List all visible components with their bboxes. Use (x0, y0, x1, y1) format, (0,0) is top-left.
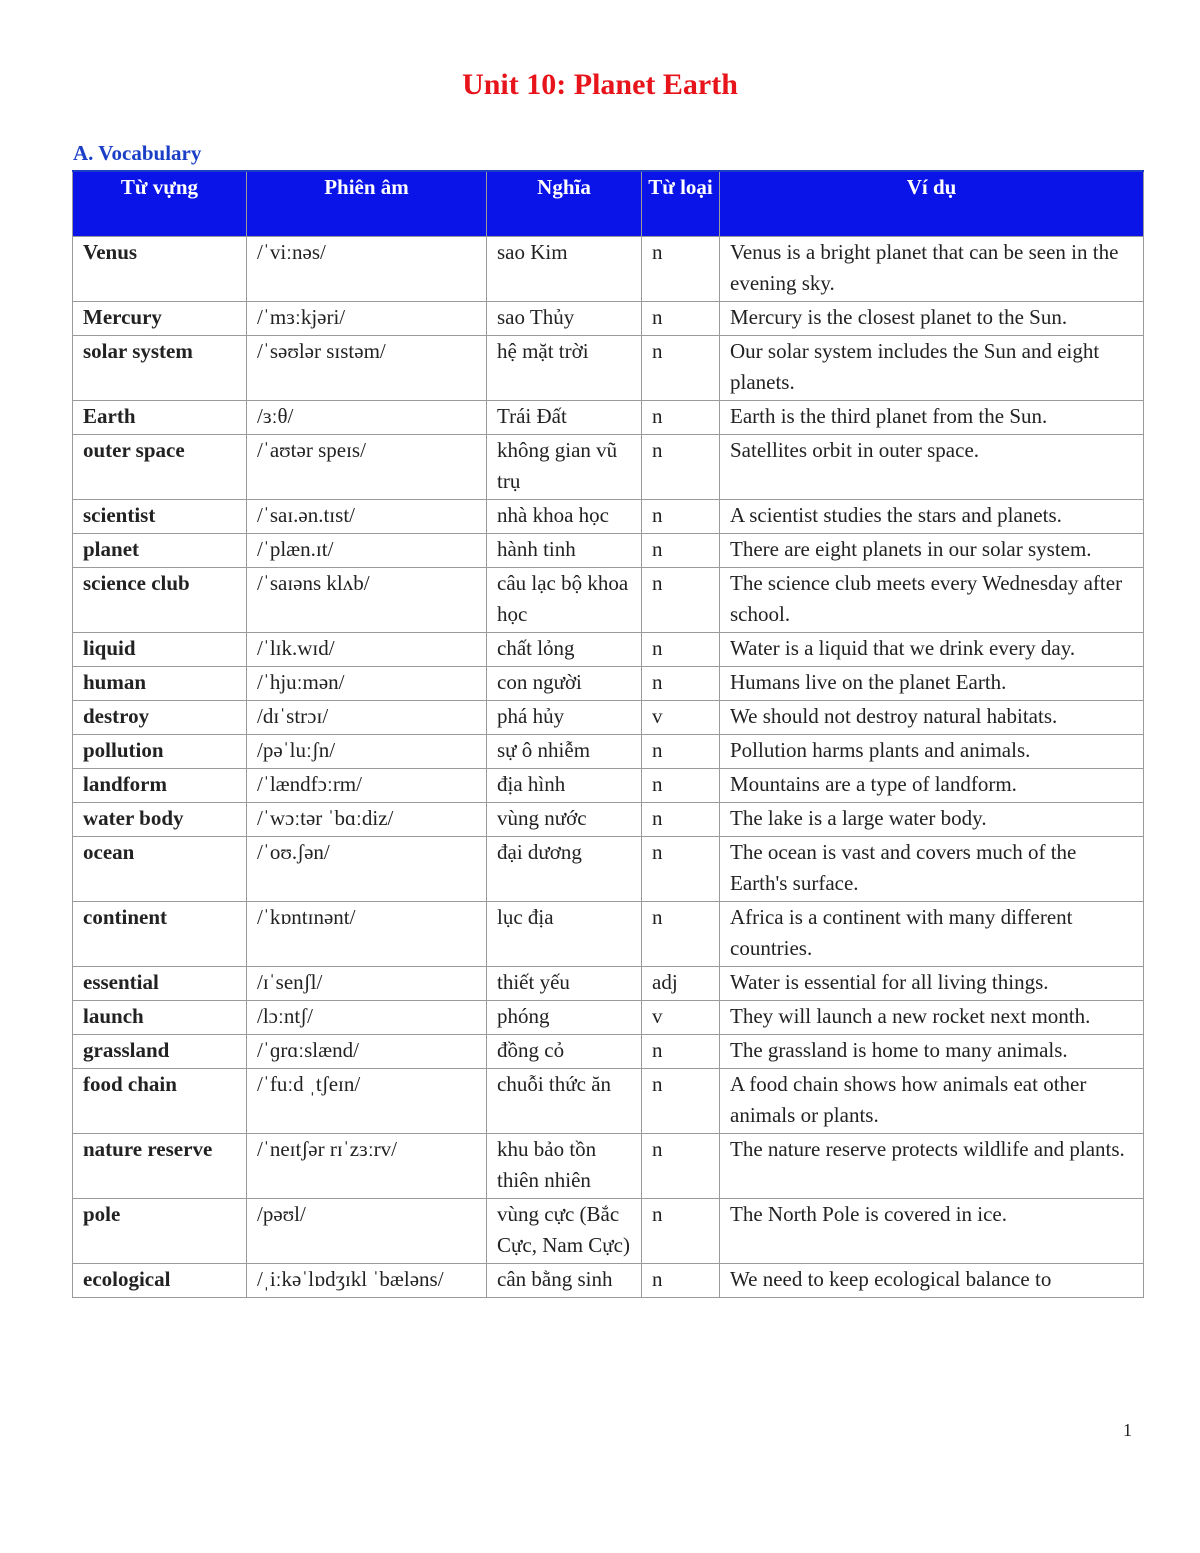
cell-word: nature reserve (73, 1134, 247, 1199)
table-row (73, 1035, 1144, 1069)
header-example: Ví dụ (720, 171, 1144, 237)
cell-meaning: sao Kim (487, 237, 642, 302)
cell-ipa: /ˈhjuːmən/ (247, 667, 487, 701)
cell-part-of-speech: adj (642, 967, 720, 1001)
cell-ipa: /ˈplæn.ɪt/ (247, 534, 487, 568)
cell-ipa: /ˈsəʊlər sɪstəm/ (247, 336, 487, 401)
cell-word: pollution (73, 735, 247, 769)
cell-part-of-speech: v (642, 701, 720, 735)
cell-meaning: vùng cực (Bắc Cực, Nam Cực) (487, 1199, 642, 1264)
cell-example: We need to keep ecological balance to (720, 1264, 1144, 1298)
cell-word: Mercury (73, 302, 247, 336)
table-row (73, 633, 1144, 667)
cell-example: Our solar system includes the Sun and eight planets. (720, 336, 1144, 401)
cell-word: pole (73, 1199, 247, 1264)
table-row (73, 302, 1144, 336)
cell-ipa: /ˌiːkəˈlɒdʒɪkl ˈbæləns/ (247, 1264, 487, 1298)
table-row (73, 902, 1144, 967)
cell-meaning: sao Thủy (487, 302, 642, 336)
cell-example: The ocean is vast and covers much of the Earth's surface. (720, 837, 1144, 902)
cell-word: Earth (73, 401, 247, 435)
cell-part-of-speech: n (642, 435, 720, 500)
cell-meaning: phóng (487, 1001, 642, 1035)
cell-example: The science club meets every Wednesday after school. (720, 568, 1144, 633)
table-header-row (73, 171, 1144, 237)
table-row (73, 701, 1144, 735)
cell-example: The North Pole is covered in ice. (720, 1199, 1144, 1264)
table-row (73, 967, 1144, 1001)
cell-part-of-speech: n (642, 667, 720, 701)
cell-part-of-speech: n (642, 902, 720, 967)
cell-part-of-speech: n (642, 401, 720, 435)
cell-part-of-speech: v (642, 1001, 720, 1035)
cell-word: landform (73, 769, 247, 803)
cell-example: Water is a liquid that we drink every day. (720, 633, 1144, 667)
table-row (73, 1001, 1144, 1035)
cell-example: A scientist studies the stars and planets. (720, 500, 1144, 534)
cell-word: water body (73, 803, 247, 837)
table-row (73, 401, 1144, 435)
cell-example: The lake is a large water body. (720, 803, 1144, 837)
cell-ipa: /ˈsaɪ.ən.tɪst/ (247, 500, 487, 534)
cell-example: Water is essential for all living things. (720, 967, 1144, 1001)
cell-meaning: cân bằng sinh (487, 1264, 642, 1298)
cell-meaning: lục địa (487, 902, 642, 967)
cell-ipa: /ˈoʊ.ʃən/ (247, 837, 487, 902)
cell-ipa: /ˈaʊtər speɪs/ (247, 435, 487, 500)
cell-example: We should not destroy natural habitats. (720, 701, 1144, 735)
cell-ipa: /ˈlɪk.wɪd/ (247, 633, 487, 667)
cell-part-of-speech: n (642, 1134, 720, 1199)
cell-part-of-speech: n (642, 1069, 720, 1134)
cell-word: outer space (73, 435, 247, 500)
cell-meaning: vùng nước (487, 803, 642, 837)
table-row (73, 336, 1144, 401)
cell-part-of-speech: n (642, 336, 720, 401)
table-row (73, 769, 1144, 803)
cell-example: There are eight planets in our solar system. (720, 534, 1144, 568)
page-title: Unit 10: Planet Earth (462, 68, 738, 101)
table-row (73, 803, 1144, 837)
section-heading: A. Vocabulary (73, 141, 202, 165)
table-row (73, 1199, 1144, 1264)
table-row (73, 237, 1144, 302)
cell-meaning: câu lạc bộ khoa học (487, 568, 642, 633)
header-meaning: Nghĩa (487, 171, 642, 237)
cell-word: ocean (73, 837, 247, 902)
cell-ipa: /ˈkɒntɪnənt/ (247, 902, 487, 967)
cell-meaning: sự ô nhiễm (487, 735, 642, 769)
cell-part-of-speech: n (642, 1264, 720, 1298)
cell-part-of-speech: n (642, 837, 720, 902)
cell-word: scientist (73, 500, 247, 534)
cell-ipa: /ɪˈsenʃl/ (247, 967, 487, 1001)
table-row (73, 1069, 1144, 1134)
cell-meaning: khu bảo tồn thiên nhiên (487, 1134, 642, 1199)
cell-part-of-speech: n (642, 534, 720, 568)
cell-part-of-speech: n (642, 735, 720, 769)
cell-meaning: chất lỏng (487, 633, 642, 667)
cell-example: Pollution harms plants and animals. (720, 735, 1144, 769)
cell-meaning: địa hình (487, 769, 642, 803)
cell-ipa: /ˈwɔːtər ˈbɑːdiz/ (247, 803, 487, 837)
cell-meaning: phá hủy (487, 701, 642, 735)
cell-word: Venus (73, 237, 247, 302)
table-row (73, 1134, 1144, 1199)
table-row (73, 568, 1144, 633)
cell-example: Venus is a bright planet that can be seen in the evening sky. (720, 237, 1144, 302)
cell-word: destroy (73, 701, 247, 735)
cell-ipa: /ˈsaɪəns klʌb/ (247, 568, 487, 633)
table-row (73, 1264, 1144, 1298)
cell-example: Africa is a continent with many different countries. (720, 902, 1144, 967)
table-row (73, 435, 1144, 500)
table-row (73, 837, 1144, 902)
cell-part-of-speech: n (642, 1199, 720, 1264)
cell-word: science club (73, 568, 247, 633)
cell-meaning: đại dương (487, 837, 642, 902)
cell-word: human (73, 667, 247, 701)
cell-word: solar system (73, 336, 247, 401)
cell-part-of-speech: n (642, 633, 720, 667)
page-number: 1 (1123, 1420, 1132, 1440)
cell-example: Earth is the third planet from the Sun. (720, 401, 1144, 435)
cell-ipa: /ˈneɪtʃər rɪˈzɜːrv/ (247, 1134, 487, 1199)
cell-meaning: hệ mặt trời (487, 336, 642, 401)
cell-ipa: /ˈfuːd ˌtʃeɪn/ (247, 1069, 487, 1134)
cell-ipa: /pəˈluːʃn/ (247, 735, 487, 769)
cell-meaning: nhà khoa học (487, 500, 642, 534)
cell-example: A food chain shows how animals eat other animals or plants. (720, 1069, 1144, 1134)
cell-example: The grassland is home to many animals. (720, 1035, 1144, 1069)
header-word: Từ vựng (73, 171, 247, 237)
cell-part-of-speech: n (642, 237, 720, 302)
cell-ipa: /dɪˈstrɔɪ/ (247, 701, 487, 735)
cell-word: ecological (73, 1264, 247, 1298)
cell-meaning: con người (487, 667, 642, 701)
table-body (73, 237, 1144, 1298)
cell-example: Mercury is the closest planet to the Sun. (720, 302, 1144, 336)
cell-word: grassland (73, 1035, 247, 1069)
cell-part-of-speech: n (642, 500, 720, 534)
cell-example: They will launch a new rocket next month. (720, 1001, 1144, 1035)
cell-ipa: /ˈlændfɔːrm/ (247, 769, 487, 803)
cell-ipa: /ˈviːnəs/ (247, 237, 487, 302)
header-ipa: Phiên âm (247, 171, 487, 237)
cell-ipa: /ˈmɜːkjəri/ (247, 302, 487, 336)
cell-meaning: đồng cỏ (487, 1035, 642, 1069)
cell-ipa: /ɜːθ/ (247, 401, 487, 435)
cell-part-of-speech: n (642, 1035, 720, 1069)
cell-part-of-speech: n (642, 568, 720, 633)
cell-word: launch (73, 1001, 247, 1035)
header-part-of-speech: Từ loại (642, 171, 720, 237)
cell-example: The nature reserve protects wildlife and plants. (720, 1134, 1144, 1199)
cell-meaning: hành tinh (487, 534, 642, 568)
cell-ipa: /pəʊl/ (247, 1199, 487, 1264)
table-row (73, 500, 1144, 534)
table-row (73, 667, 1144, 701)
cell-example: Humans live on the planet Earth. (720, 667, 1144, 701)
cell-part-of-speech: n (642, 302, 720, 336)
vocabulary-table (72, 170, 1144, 1298)
cell-word: liquid (73, 633, 247, 667)
cell-ipa: /lɔːntʃ/ (247, 1001, 487, 1035)
cell-word: essential (73, 967, 247, 1001)
cell-meaning: Trái Đất (487, 401, 642, 435)
cell-meaning: không gian vũ trụ (487, 435, 642, 500)
cell-part-of-speech: n (642, 803, 720, 837)
cell-part-of-speech: n (642, 769, 720, 803)
cell-ipa: /ˈɡrɑːslænd/ (247, 1035, 487, 1069)
cell-meaning: thiết yếu (487, 967, 642, 1001)
table-row (73, 534, 1144, 568)
cell-word: continent (73, 902, 247, 967)
cell-meaning: chuỗi thức ăn (487, 1069, 642, 1134)
cell-example: Mountains are a type of landform. (720, 769, 1144, 803)
cell-word: planet (73, 534, 247, 568)
cell-word: food chain (73, 1069, 247, 1134)
cell-example: Satellites orbit in outer space. (720, 435, 1144, 500)
table-row (73, 735, 1144, 769)
